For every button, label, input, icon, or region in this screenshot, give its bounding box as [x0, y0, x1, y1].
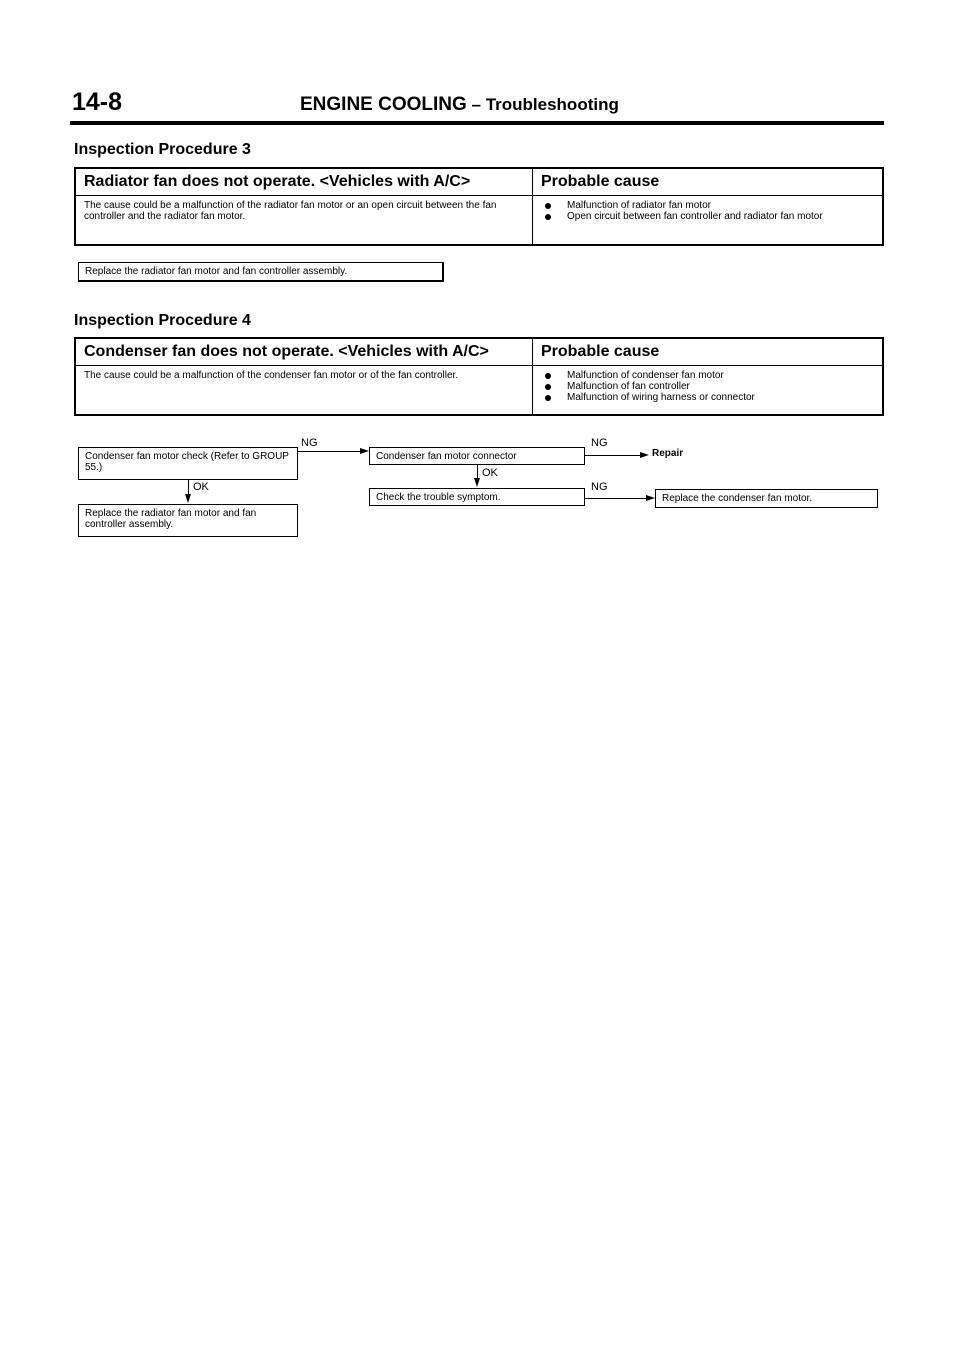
flow-ok-label: OK — [482, 467, 498, 479]
arrow-right-icon — [640, 452, 649, 458]
flow-connector-line — [477, 465, 478, 478]
procedure4-description: The cause could be a malfunction of the condenser fan motor or of the fan controller. — [75, 366, 533, 416]
flow-connector-line — [188, 480, 189, 494]
title-dash: – — [466, 95, 486, 114]
flow-check-connector-box: Condenser fan motor connector — [369, 447, 585, 465]
flow-ng-label: NG — [591, 481, 608, 493]
procedure3-title: Inspection Procedure 3 — [74, 141, 251, 158]
page-title — [300, 94, 619, 116]
arrow-down-icon — [474, 478, 480, 487]
flow-repair-label: Repair — [652, 448, 684, 459]
procedure3-causes — [533, 196, 884, 246]
flow-connector-line — [298, 451, 360, 452]
header-rule — [70, 121, 884, 125]
flow-connector-line — [585, 455, 640, 456]
flow-replace-assembly-box: Replace the radiator fan motor and fan controller assembly. — [78, 504, 298, 537]
title-sub: Troubleshooting — [485, 95, 619, 114]
title-main: ENGINE COOLING — [300, 94, 467, 115]
procedure3-action-box: Replace the radiator fan motor and fan controller assembly. — [78, 262, 444, 282]
procedure3-symptom: Radiator fan does not operate. <Vehicles with A/C> — [75, 168, 533, 196]
cause-item: Malfunction of condenser fan motor — [541, 370, 874, 381]
cause-item: Malfunction of radiator fan motor — [541, 200, 874, 211]
procedure4-symptom: Condenser fan does not operate. <Vehicles with A/C> — [75, 338, 533, 366]
cause-item: Malfunction of wiring harness or connector — [541, 392, 874, 403]
flow-replace-motor-box: Replace the condenser fan motor. — [655, 489, 878, 508]
cause-item: Malfunction of fan controller — [541, 381, 874, 392]
flow-ng-label: NG — [591, 437, 608, 449]
procedure3-table — [74, 167, 884, 246]
arrow-right-icon — [360, 448, 369, 454]
flow-ok-label: OK — [193, 481, 209, 493]
arrow-down-icon — [185, 494, 191, 503]
arrow-right-icon — [646, 495, 655, 501]
flow-ng-label: NG — [301, 437, 318, 449]
procedure4-table — [74, 337, 884, 416]
procedure4-causes — [533, 366, 884, 416]
procedure4-title: Inspection Procedure 4 — [74, 312, 251, 329]
flow-check-motor-box: Condenser fan motor check (Refer to GROUP 55.) — [78, 447, 298, 480]
flow-connector-line — [585, 498, 646, 499]
page-number: 14-8 — [72, 88, 123, 116]
procedure4-cause-heading: Probable cause — [533, 338, 884, 366]
procedure3-description: The cause could be a malfunction of the radiator fan motor or an open circuit between the fan controller and the radiator fan motor. — [75, 196, 533, 246]
flow-check-symptom-box: Check the trouble symptom. — [369, 488, 585, 506]
cause-item: Open circuit between fan controller and radiator fan motor — [541, 211, 874, 222]
procedure3-cause-heading: Probable cause — [533, 168, 884, 196]
